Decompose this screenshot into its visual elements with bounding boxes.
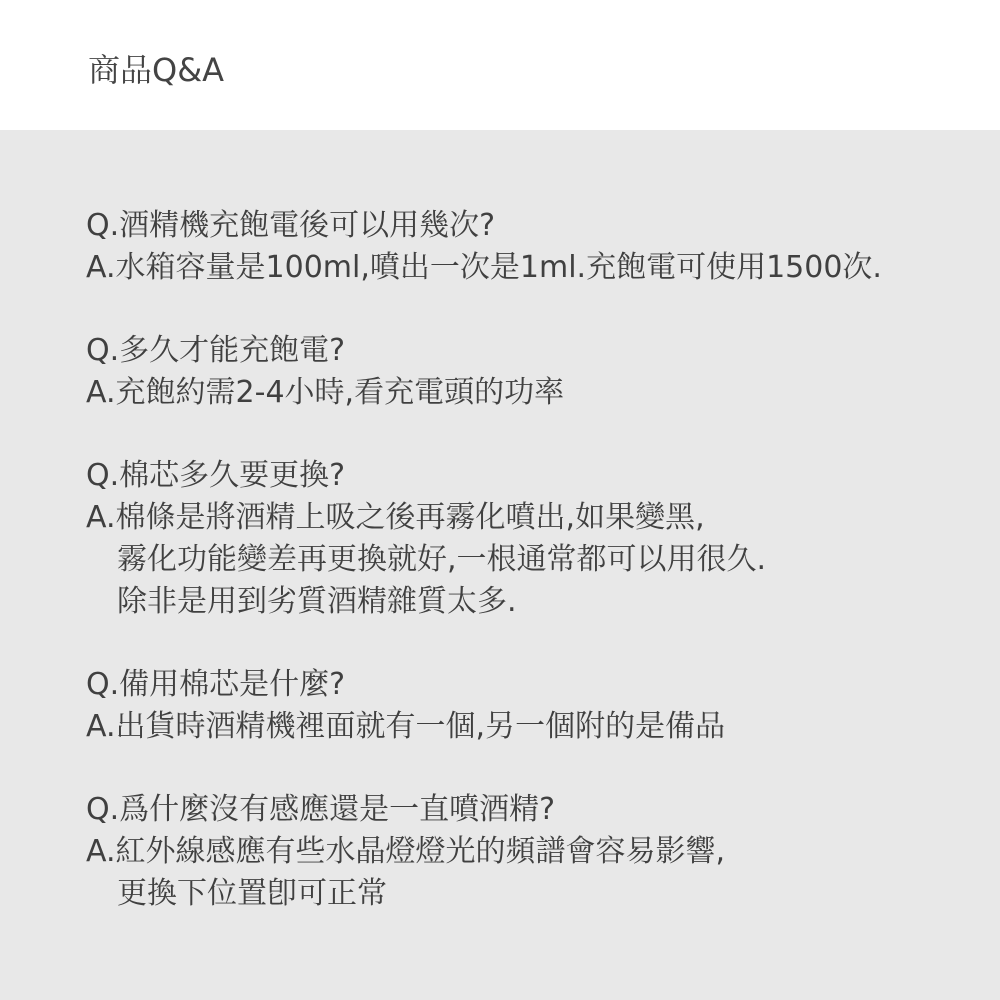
question-text: Q.棉芯多久要更換? bbox=[86, 458, 346, 493]
question-text: Q.多久才能充飽電? bbox=[86, 333, 346, 368]
answer-text-continued: 霧化功能變差再更換就好,一根通常都可以用很久. bbox=[117, 542, 767, 577]
answer-text-continued: 除非是用到劣質酒精雜質太多. bbox=[117, 584, 517, 619]
question-text: Q.備用棉芯是什麼? bbox=[86, 667, 346, 702]
header bbox=[0, 0, 1000, 130]
answer-text: A.紅外線感應有些水晶燈燈光的頻譜會容易影響, bbox=[86, 834, 726, 869]
qa-item bbox=[86, 330, 986, 414]
question-text: Q.酒精機充飽電後可以用幾次? bbox=[86, 208, 496, 243]
answer-text: A.出貨時酒精機裡面就有一個,另一個附的是備品 bbox=[86, 709, 726, 744]
answer-text: A.水箱容量是100ml,噴出一次是1ml.充飽電可使用1500次. bbox=[86, 250, 882, 285]
qa-item bbox=[86, 789, 986, 915]
answer-text: A.棉條是將酒精上吸之後再霧化噴出,如果變黑, bbox=[86, 500, 705, 535]
answer-text-continued: 更換下位置卽可正常 bbox=[117, 876, 387, 911]
qa-panel bbox=[0, 130, 1000, 1000]
qa-list bbox=[86, 205, 986, 956]
question-text: Q.爲什麼沒有感應還是一直噴酒精? bbox=[86, 792, 556, 827]
qa-item bbox=[86, 455, 986, 623]
qa-item bbox=[86, 664, 986, 748]
qa-item bbox=[86, 205, 986, 289]
page-title: 商品Q&A bbox=[88, 51, 225, 89]
answer-text: A.充飽約需2-4小時,看充電頭的功率 bbox=[86, 375, 565, 410]
